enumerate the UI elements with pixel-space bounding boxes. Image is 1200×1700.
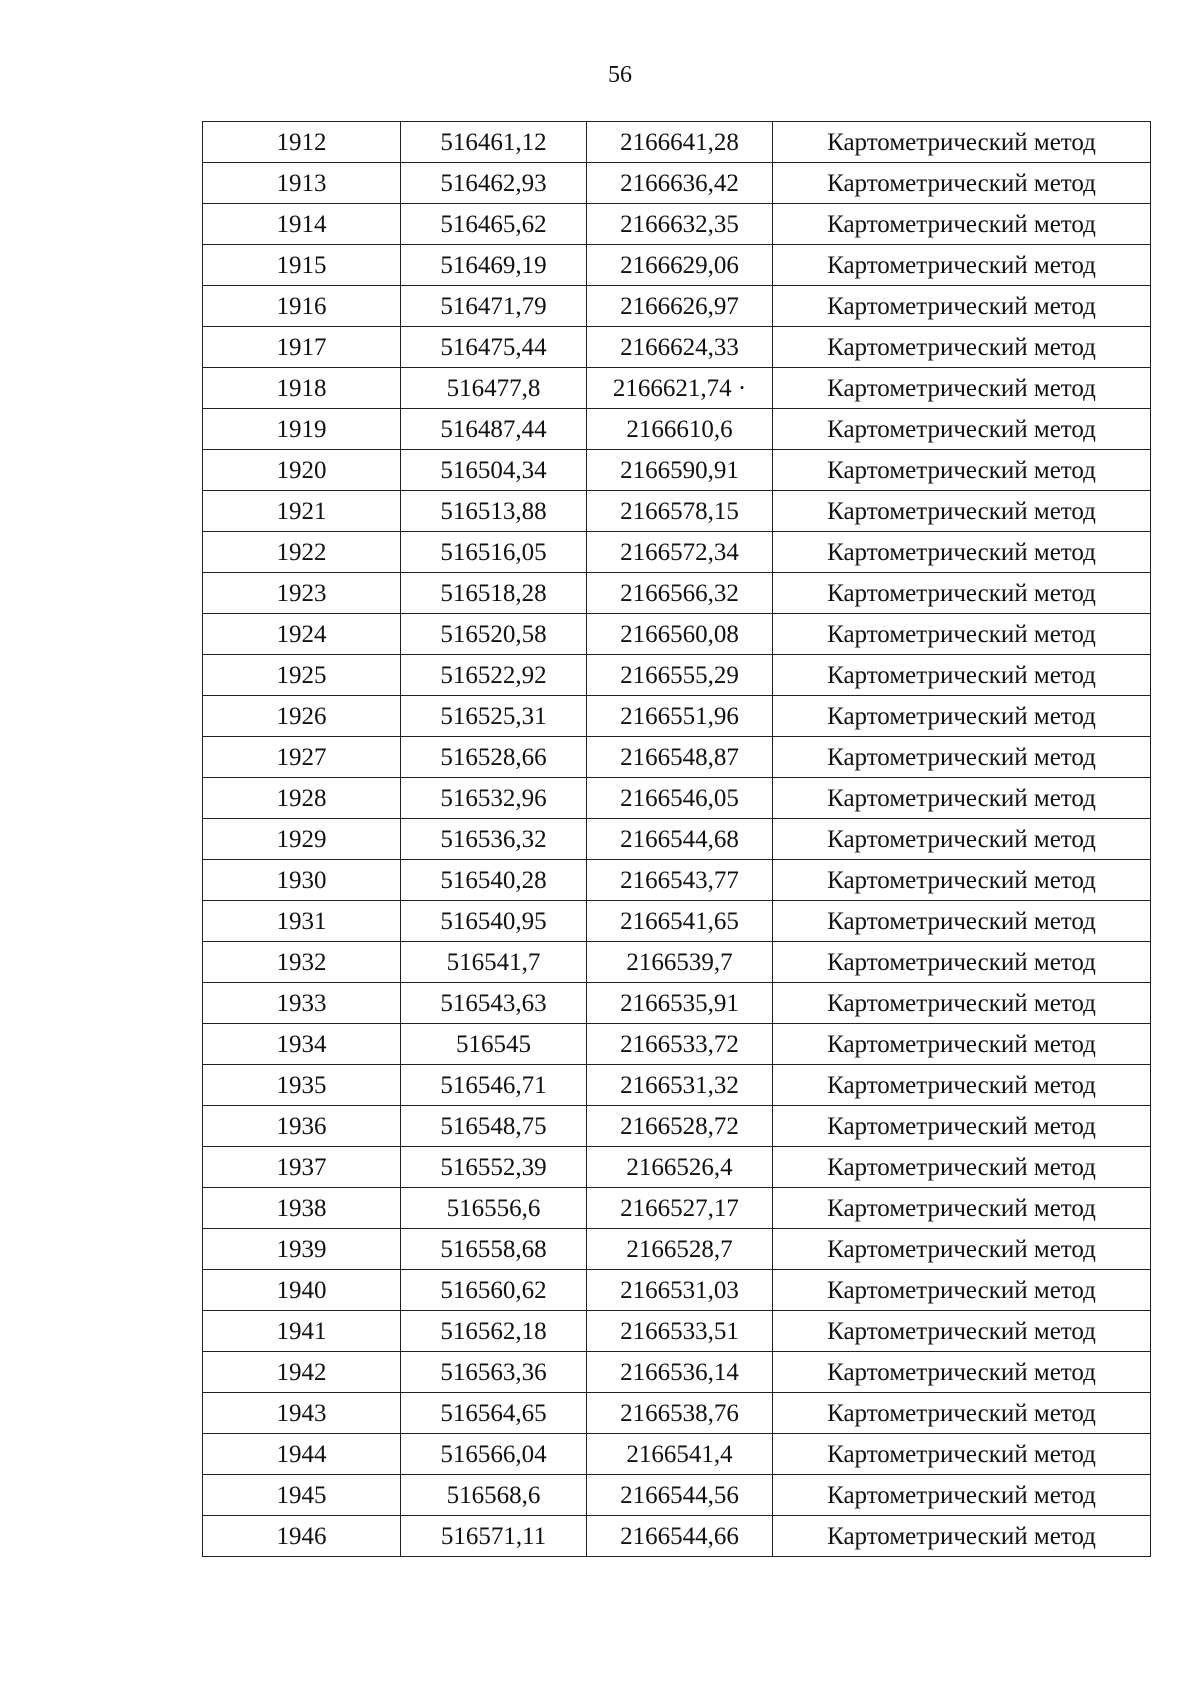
point-number-cell: 1930 xyxy=(203,860,401,901)
coordinates-table-container xyxy=(202,121,1150,1557)
y-coordinate-cell: 2166632,35 xyxy=(587,204,773,245)
point-number-cell: 1922 xyxy=(203,532,401,573)
x-coordinate-cell: 516552,39 xyxy=(401,1147,587,1188)
method-cell: Картометрический метод xyxy=(773,614,1151,655)
method-cell: Картометрический метод xyxy=(773,1270,1151,1311)
x-coordinate-cell: 516477,8 xyxy=(401,368,587,409)
point-number-cell: 1912 xyxy=(203,122,401,163)
point-number-cell: 1916 xyxy=(203,286,401,327)
y-coordinate-cell: 2166560,08 xyxy=(587,614,773,655)
point-number-cell: 1942 xyxy=(203,1352,401,1393)
point-number-cell: 1935 xyxy=(203,1065,401,1106)
table-row xyxy=(203,1516,1151,1557)
point-number-cell: 1924 xyxy=(203,614,401,655)
table-row xyxy=(203,1229,1151,1270)
method-cell: Картометрический метод xyxy=(773,1147,1151,1188)
method-cell: Картометрический метод xyxy=(773,1311,1151,1352)
y-coordinate-cell: 2166531,03 xyxy=(587,1270,773,1311)
y-coordinate-cell: 2166624,33 xyxy=(587,327,773,368)
method-cell: Картометрический метод xyxy=(773,1188,1151,1229)
method-cell: Картометрический метод xyxy=(773,1393,1151,1434)
table-row xyxy=(203,1311,1151,1352)
method-cell: Картометрический метод xyxy=(773,1352,1151,1393)
method-cell: Картометрический метод xyxy=(773,1434,1151,1475)
point-number-cell: 1944 xyxy=(203,1434,401,1475)
y-coordinate-cell: 2166528,7 xyxy=(587,1229,773,1270)
y-coordinate-cell: 2166536,14 xyxy=(587,1352,773,1393)
method-cell: Картометрический метод xyxy=(773,696,1151,737)
table-body xyxy=(203,122,1151,1557)
x-coordinate-cell: 516556,6 xyxy=(401,1188,587,1229)
method-cell: Картометрический метод xyxy=(773,491,1151,532)
table-row xyxy=(203,1024,1151,1065)
table-row xyxy=(203,491,1151,532)
x-coordinate-cell: 516516,05 xyxy=(401,532,587,573)
x-coordinate-cell: 516504,34 xyxy=(401,450,587,491)
point-number-cell: 1931 xyxy=(203,901,401,942)
table-row xyxy=(203,1434,1151,1475)
method-cell: Картометрический метод xyxy=(773,122,1151,163)
method-cell: Картометрический метод xyxy=(773,737,1151,778)
point-number-cell: 1937 xyxy=(203,1147,401,1188)
method-cell: Картометрический метод xyxy=(773,655,1151,696)
x-coordinate-cell: 516462,93 xyxy=(401,163,587,204)
x-coordinate-cell: 516522,92 xyxy=(401,655,587,696)
table-row xyxy=(203,327,1151,368)
table-row xyxy=(203,696,1151,737)
method-cell: Картометрический метод xyxy=(773,163,1151,204)
page-number: 56 xyxy=(608,62,632,88)
x-coordinate-cell: 516543,63 xyxy=(401,983,587,1024)
x-coordinate-cell: 516528,66 xyxy=(401,737,587,778)
coordinates-table xyxy=(202,121,1151,1557)
y-coordinate-cell: 2166535,91 xyxy=(587,983,773,1024)
point-number-cell: 1920 xyxy=(203,450,401,491)
table-row xyxy=(203,163,1151,204)
table-row xyxy=(203,409,1151,450)
method-cell: Картометрический метод xyxy=(773,860,1151,901)
table-row xyxy=(203,1065,1151,1106)
y-coordinate-cell: 2166531,32 xyxy=(587,1065,773,1106)
y-coordinate-cell: 2166621,74 · xyxy=(587,368,773,409)
y-coordinate-cell: 2166546,05 xyxy=(587,778,773,819)
table-row xyxy=(203,122,1151,163)
x-coordinate-cell: 516568,6 xyxy=(401,1475,587,1516)
x-coordinate-cell: 516563,36 xyxy=(401,1352,587,1393)
point-number-cell: 1915 xyxy=(203,245,401,286)
x-coordinate-cell: 516546,71 xyxy=(401,1065,587,1106)
x-coordinate-cell: 516562,18 xyxy=(401,1311,587,1352)
y-coordinate-cell: 2166578,15 xyxy=(587,491,773,532)
point-number-cell: 1943 xyxy=(203,1393,401,1434)
point-number-cell: 1914 xyxy=(203,204,401,245)
method-cell: Картометрический метод xyxy=(773,327,1151,368)
table-row xyxy=(203,901,1151,942)
x-coordinate-cell: 516465,62 xyxy=(401,204,587,245)
method-cell: Картометрический метод xyxy=(773,409,1151,450)
point-number-cell: 1926 xyxy=(203,696,401,737)
x-coordinate-cell: 516471,79 xyxy=(401,286,587,327)
table-row xyxy=(203,1352,1151,1393)
table-row xyxy=(203,942,1151,983)
point-number-cell: 1928 xyxy=(203,778,401,819)
point-number-cell: 1938 xyxy=(203,1188,401,1229)
point-number-cell: 1946 xyxy=(203,1516,401,1557)
y-coordinate-cell: 2166555,29 xyxy=(587,655,773,696)
point-number-cell: 1940 xyxy=(203,1270,401,1311)
y-coordinate-cell: 2166626,97 xyxy=(587,286,773,327)
y-coordinate-cell: 2166566,32 xyxy=(587,573,773,614)
table-row xyxy=(203,573,1151,614)
y-coordinate-cell: 2166636,42 xyxy=(587,163,773,204)
point-number-cell: 1936 xyxy=(203,1106,401,1147)
method-cell: Картометрический метод xyxy=(773,1516,1151,1557)
point-number-cell: 1945 xyxy=(203,1475,401,1516)
table-row xyxy=(203,204,1151,245)
method-cell: Картометрический метод xyxy=(773,942,1151,983)
y-coordinate-cell: 2166533,72 xyxy=(587,1024,773,1065)
x-coordinate-cell: 516558,68 xyxy=(401,1229,587,1270)
point-number-cell: 1918 xyxy=(203,368,401,409)
method-cell: Картометрический метод xyxy=(773,204,1151,245)
table-row xyxy=(203,778,1151,819)
y-coordinate-cell: 2166538,76 xyxy=(587,1393,773,1434)
y-coordinate-cell: 2166541,4 xyxy=(587,1434,773,1475)
y-coordinate-cell: 2166539,7 xyxy=(587,942,773,983)
method-cell: Картометрический метод xyxy=(773,778,1151,819)
point-number-cell: 1939 xyxy=(203,1229,401,1270)
point-number-cell: 1927 xyxy=(203,737,401,778)
x-coordinate-cell: 516461,12 xyxy=(401,122,587,163)
y-coordinate-cell: 2166590,91 xyxy=(587,450,773,491)
point-number-cell: 1917 xyxy=(203,327,401,368)
point-number-cell: 1925 xyxy=(203,655,401,696)
table-row xyxy=(203,1147,1151,1188)
point-number-cell: 1921 xyxy=(203,491,401,532)
y-coordinate-cell: 2166544,68 xyxy=(587,819,773,860)
method-cell: Картометрический метод xyxy=(773,1229,1151,1270)
y-coordinate-cell: 2166548,87 xyxy=(587,737,773,778)
y-coordinate-cell: 2166641,28 xyxy=(587,122,773,163)
table-row xyxy=(203,368,1151,409)
table-row xyxy=(203,1188,1151,1229)
y-coordinate-cell: 2166533,51 xyxy=(587,1311,773,1352)
y-coordinate-cell: 2166543,77 xyxy=(587,860,773,901)
x-coordinate-cell: 516525,31 xyxy=(401,696,587,737)
table-row xyxy=(203,655,1151,696)
point-number-cell: 1932 xyxy=(203,942,401,983)
x-coordinate-cell: 516475,44 xyxy=(401,327,587,368)
method-cell: Картометрический метод xyxy=(773,819,1151,860)
method-cell: Картометрический метод xyxy=(773,1475,1151,1516)
point-number-cell: 1919 xyxy=(203,409,401,450)
x-coordinate-cell: 516532,96 xyxy=(401,778,587,819)
point-number-cell: 1941 xyxy=(203,1311,401,1352)
x-coordinate-cell: 516564,65 xyxy=(401,1393,587,1434)
y-coordinate-cell: 2166527,17 xyxy=(587,1188,773,1229)
table-row xyxy=(203,532,1151,573)
table-row xyxy=(203,1106,1151,1147)
table-row xyxy=(203,819,1151,860)
table-row xyxy=(203,983,1151,1024)
table-row xyxy=(203,450,1151,491)
y-coordinate-cell: 2166610,6 xyxy=(587,409,773,450)
method-cell: Картометрический метод xyxy=(773,286,1151,327)
x-coordinate-cell: 516469,19 xyxy=(401,245,587,286)
method-cell: Картометрический метод xyxy=(773,1024,1151,1065)
y-coordinate-cell: 2166629,06 xyxy=(587,245,773,286)
table-row xyxy=(203,245,1151,286)
x-coordinate-cell: 516560,62 xyxy=(401,1270,587,1311)
point-number-cell: 1929 xyxy=(203,819,401,860)
y-coordinate-cell: 2166541,65 xyxy=(587,901,773,942)
x-coordinate-cell: 516541,7 xyxy=(401,942,587,983)
point-number-cell: 1923 xyxy=(203,573,401,614)
table-row xyxy=(203,737,1151,778)
point-number-cell: 1933 xyxy=(203,983,401,1024)
method-cell: Картометрический метод xyxy=(773,245,1151,286)
method-cell: Картометрический метод xyxy=(773,573,1151,614)
table-row xyxy=(203,286,1151,327)
x-coordinate-cell: 516513,88 xyxy=(401,491,587,532)
method-cell: Картометрический метод xyxy=(773,1106,1151,1147)
y-coordinate-cell: 2166544,66 xyxy=(587,1516,773,1557)
x-coordinate-cell: 516520,58 xyxy=(401,614,587,655)
table-row xyxy=(203,860,1151,901)
table-row xyxy=(203,614,1151,655)
x-coordinate-cell: 516540,28 xyxy=(401,860,587,901)
x-coordinate-cell: 516536,32 xyxy=(401,819,587,860)
y-coordinate-cell: 2166526,4 xyxy=(587,1147,773,1188)
x-coordinate-cell: 516518,28 xyxy=(401,573,587,614)
x-coordinate-cell: 516571,11 xyxy=(401,1516,587,1557)
y-coordinate-cell: 2166551,96 xyxy=(587,696,773,737)
y-coordinate-cell: 2166544,56 xyxy=(587,1475,773,1516)
point-number-cell: 1934 xyxy=(203,1024,401,1065)
x-coordinate-cell: 516566,04 xyxy=(401,1434,587,1475)
method-cell: Картометрический метод xyxy=(773,901,1151,942)
x-coordinate-cell: 516487,44 xyxy=(401,409,587,450)
table-row xyxy=(203,1270,1151,1311)
method-cell: Картометрический метод xyxy=(773,1065,1151,1106)
table-row xyxy=(203,1475,1151,1516)
method-cell: Картометрический метод xyxy=(773,368,1151,409)
point-number-cell: 1913 xyxy=(203,163,401,204)
y-coordinate-cell: 2166528,72 xyxy=(587,1106,773,1147)
method-cell: Картометрический метод xyxy=(773,532,1151,573)
x-coordinate-cell: 516548,75 xyxy=(401,1106,587,1147)
table-row xyxy=(203,1393,1151,1434)
x-coordinate-cell: 516540,95 xyxy=(401,901,587,942)
method-cell: Картометрический метод xyxy=(773,450,1151,491)
method-cell: Картометрический метод xyxy=(773,983,1151,1024)
y-coordinate-cell: 2166572,34 xyxy=(587,532,773,573)
x-coordinate-cell: 516545 xyxy=(401,1024,587,1065)
